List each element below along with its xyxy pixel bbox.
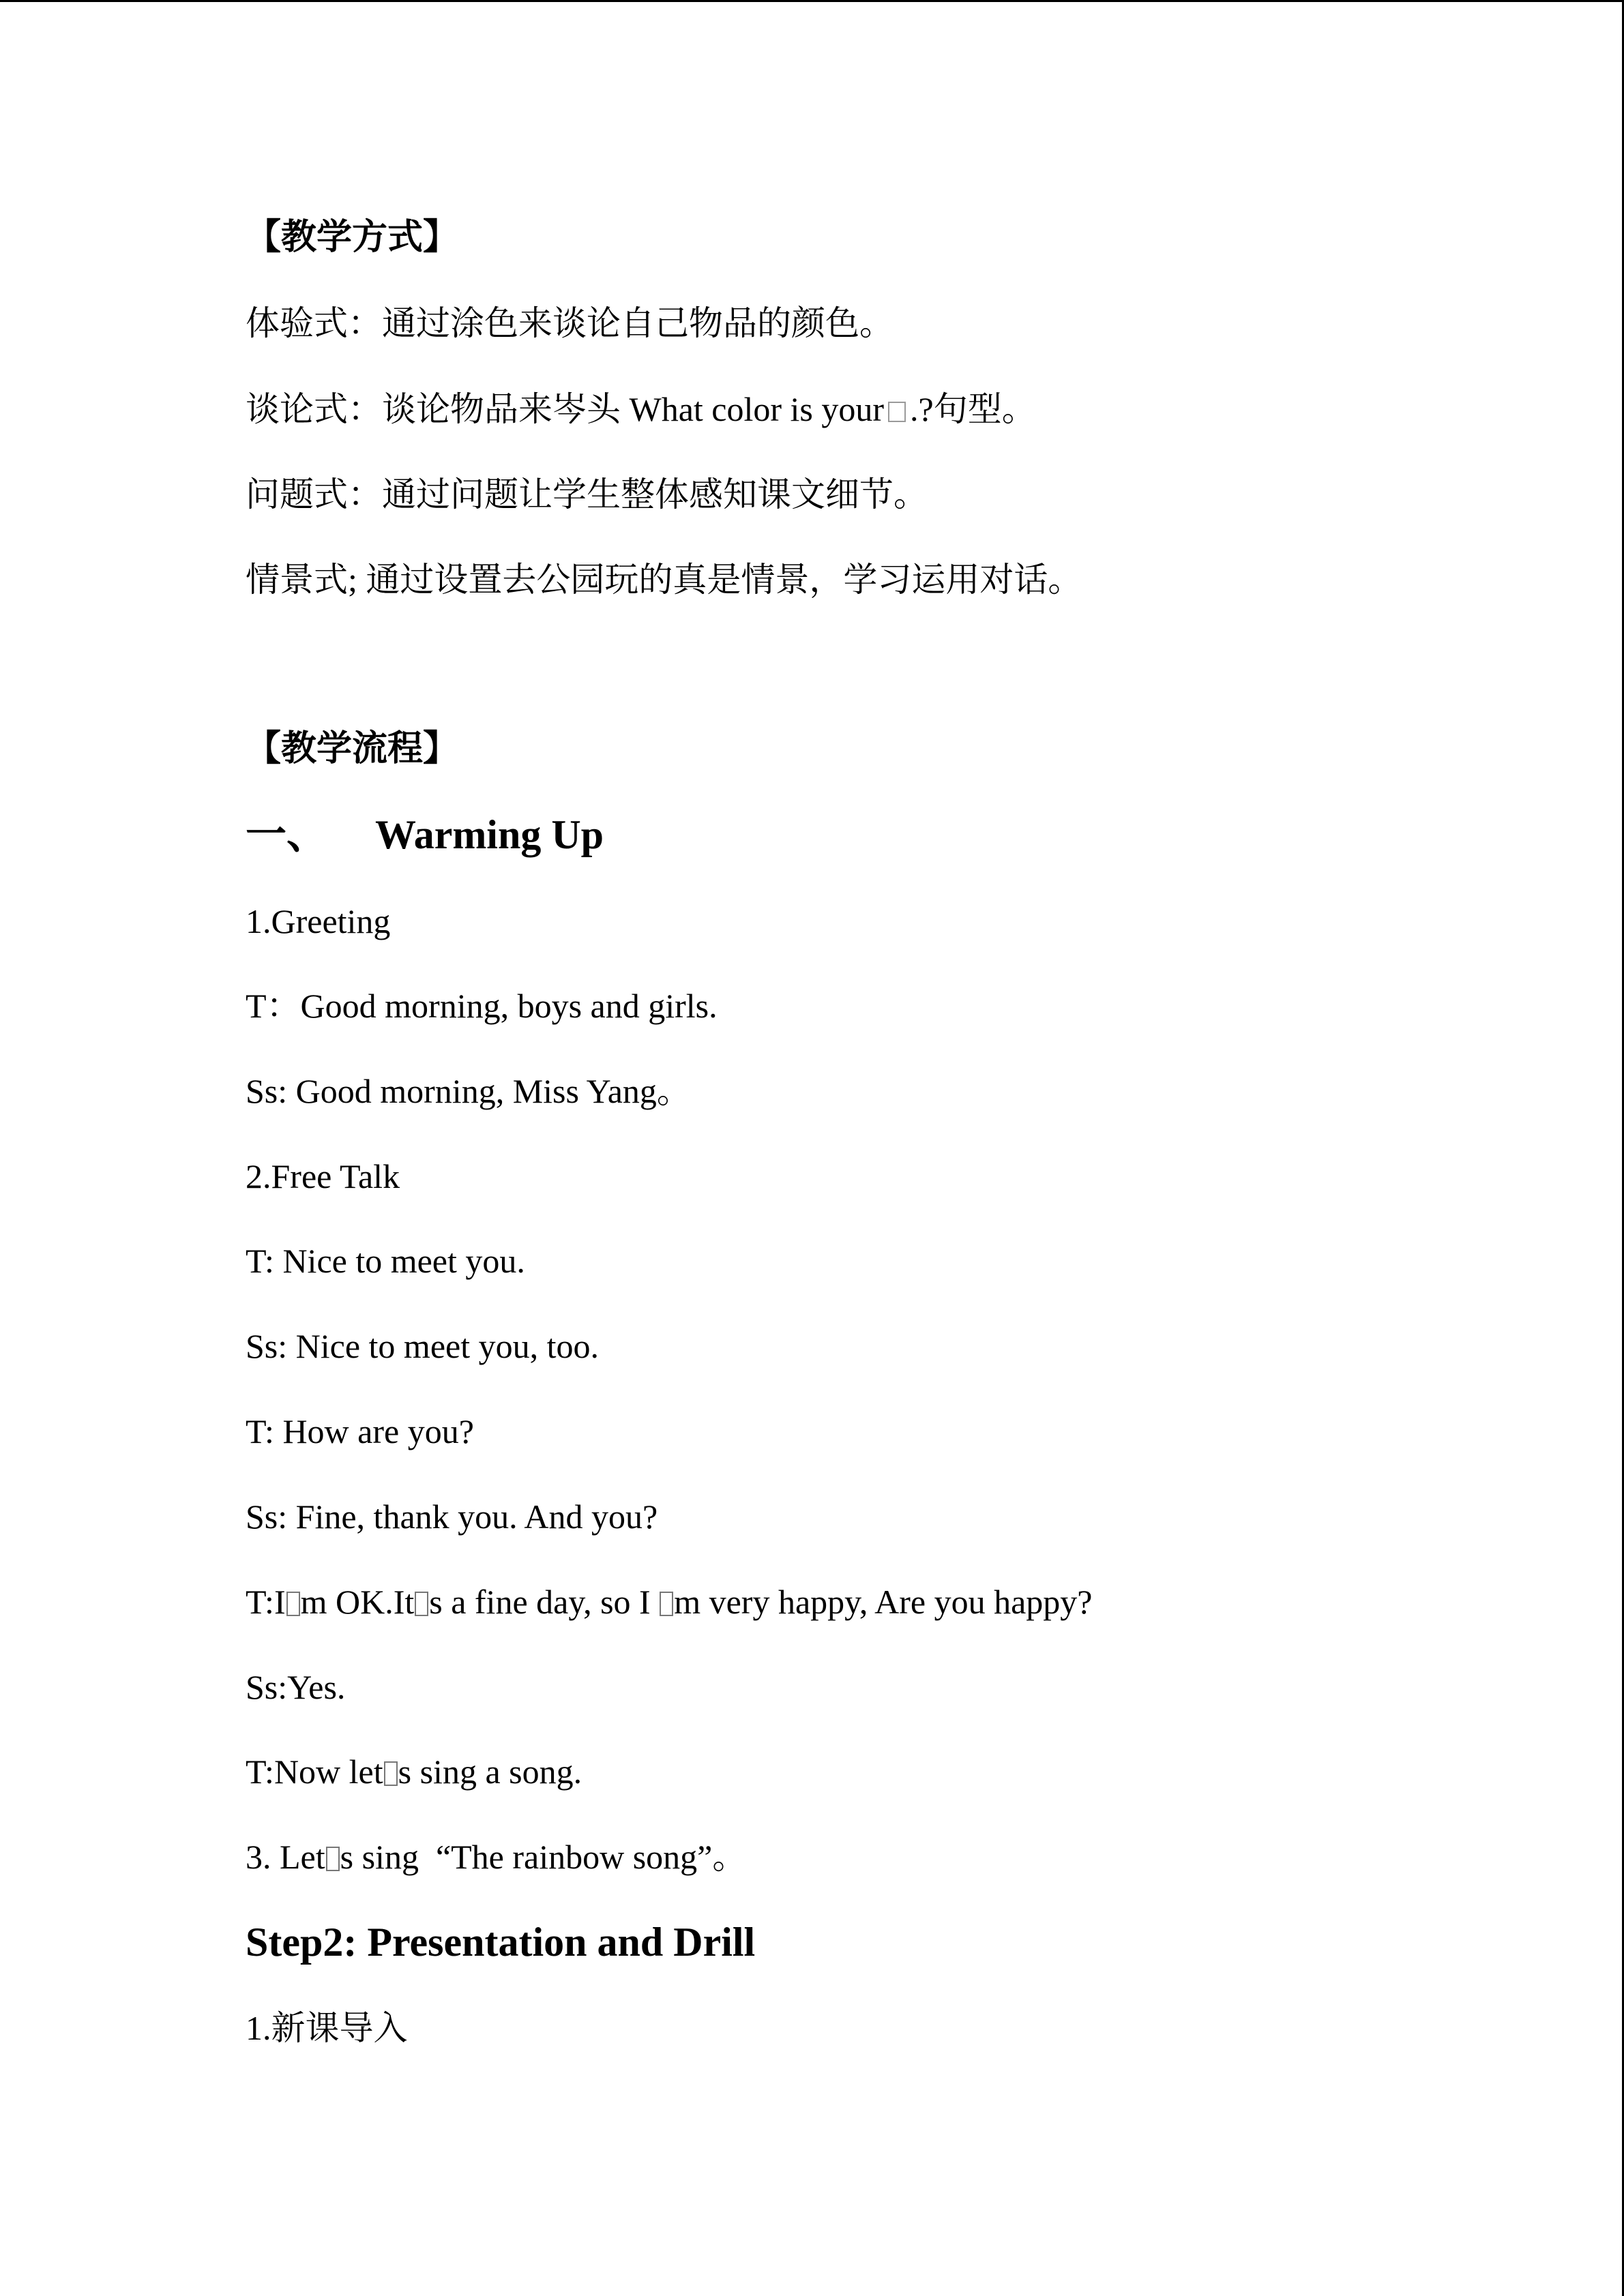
line-teacher-happy-part2: m OK.It bbox=[300, 1583, 415, 1621]
line-teacher-happy-part1: T:I bbox=[246, 1583, 286, 1621]
line-lets-sing-rainbow bbox=[246, 1836, 746, 1878]
line-lets-sing-part2: s sing “The rainbow song”。 bbox=[340, 1838, 747, 1876]
step2-heading: Step2: Presentation and Drill bbox=[246, 1920, 756, 1965]
line-lets-sing-part1: 3. Let bbox=[246, 1838, 325, 1876]
page-top-border bbox=[0, 0, 1624, 2]
method-line-discussion-text: 谈论式：谈论物品来岑头 What color is your bbox=[246, 390, 885, 428]
missing-glyph-box bbox=[415, 1592, 428, 1616]
line-teacher-sing-part2: s sing a song. bbox=[398, 1753, 582, 1791]
line-teacher-sing-part1: T:Now let bbox=[246, 1753, 383, 1791]
line-teacher-sing bbox=[246, 1750, 582, 1793]
missing-glyph-box bbox=[660, 1592, 673, 1616]
line-teacher-happy-part4: m very happy, Are you happy? bbox=[674, 1583, 1093, 1621]
teaching-process-heading: 【教学流程】 bbox=[246, 730, 459, 769]
method-line-question: 问题式：通过问题让学生整体感知课文细节。 bbox=[246, 475, 928, 513]
missing-glyph-box bbox=[286, 1592, 300, 1616]
line-students-yes: Ss:Yes. bbox=[246, 1668, 346, 1706]
missing-glyph-box bbox=[326, 1847, 340, 1871]
line-students-fine: Ss: Fine, thank you. And you? bbox=[246, 1497, 658, 1536]
line-free-talk: 2.Free Talk bbox=[246, 1157, 400, 1195]
missing-glyph-box bbox=[384, 1761, 398, 1786]
method-line-experience: 体验式：通过涂色来谈论自己物品的颜色。 bbox=[246, 304, 894, 342]
line-teacher-happy bbox=[246, 1581, 1092, 1623]
section-number: 一、 bbox=[246, 812, 327, 857]
line-students-good-morning: Ss: Good morning, Miss Yang。 bbox=[246, 1072, 691, 1110]
section-title: Warming Up bbox=[375, 812, 604, 857]
line-greeting: 1.Greeting bbox=[246, 902, 391, 940]
line-teacher-how-are-you: T: How are you? bbox=[246, 1412, 474, 1450]
line-teacher-good-morning: T：Good morning, boys and girls. bbox=[246, 987, 718, 1025]
line-teacher-happy-part3: s a fine day, so I bbox=[429, 1583, 660, 1621]
placeholder-box bbox=[888, 402, 906, 422]
method-line-discussion-tail: .?句型。 bbox=[910, 390, 1036, 428]
line-new-lesson-intro: 1.新课导入 bbox=[246, 2009, 408, 2047]
method-line-situation: 情景式; 通过设置去公园玩的真是情景，学习运用对话。 bbox=[246, 561, 1082, 599]
section-warming-up-heading bbox=[246, 814, 604, 856]
method-line-discussion bbox=[246, 388, 1036, 430]
teaching-methods-heading: 【教学方式】 bbox=[246, 218, 459, 257]
line-students-nice-to-meet: Ss: Nice to meet you, too. bbox=[246, 1327, 599, 1365]
line-teacher-nice-to-meet: T: Nice to meet you. bbox=[246, 1242, 525, 1280]
